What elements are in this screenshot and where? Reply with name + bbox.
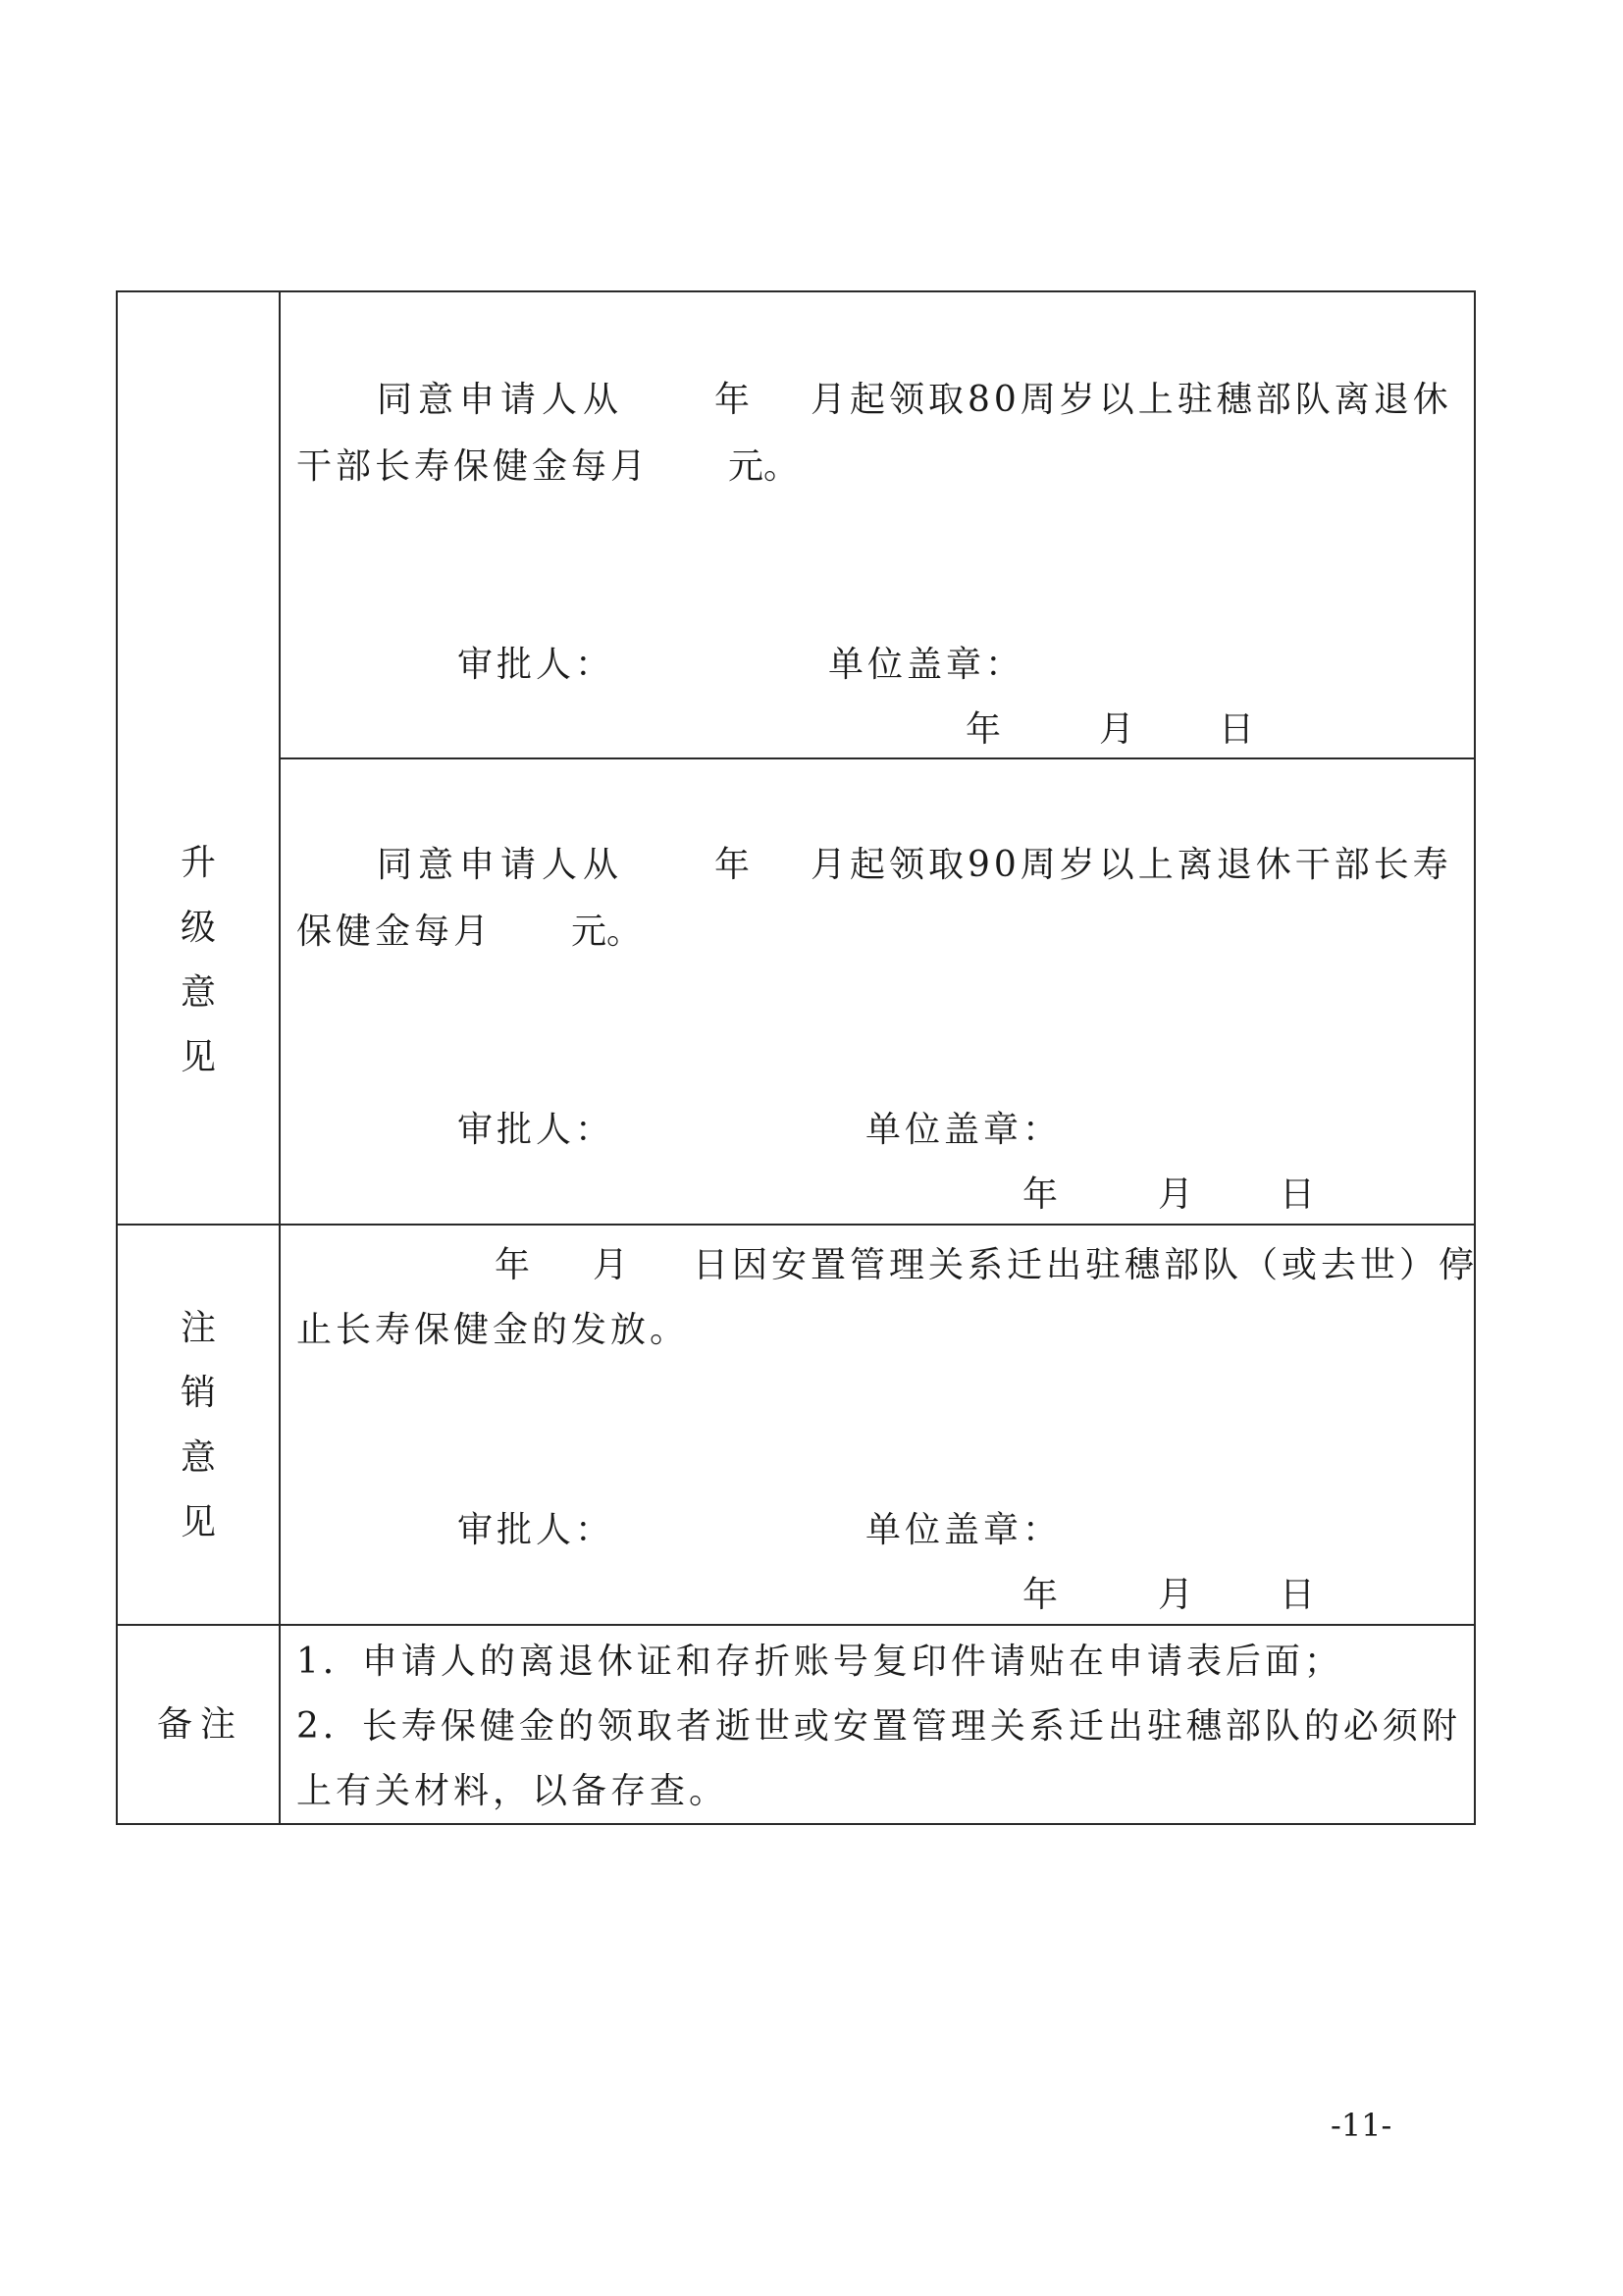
table-border-bottom xyxy=(116,1823,1476,1825)
cancel-label-char-1: 注 xyxy=(181,1308,217,1348)
cancel-label-char-2: 销 xyxy=(181,1373,217,1413)
block90-line2-unit: 元。 xyxy=(571,912,643,952)
block80-line1-c: 月起领取80周岁以上驻穗部队离退休 xyxy=(811,380,1452,420)
cancel-label-char-3: 意 xyxy=(181,1437,217,1478)
cancel-line1-year: 年 xyxy=(495,1245,531,1285)
block90-date-year: 年 xyxy=(1022,1174,1059,1215)
block90-line1-c: 月起领取90周岁以上离退休干部长寿 xyxy=(811,845,1452,885)
page-number: -11- xyxy=(1331,2107,1392,2144)
remarks-note-2-line-2: 上有关材料，以备存查。 xyxy=(296,1771,729,1811)
block80-line1-year: 年 xyxy=(714,380,751,420)
block80-approver-label: 审批人： xyxy=(457,645,615,685)
table-border-right xyxy=(1474,290,1476,1825)
cancel-seal-label: 单位盖章： xyxy=(865,1510,1063,1550)
upgrade-opinion-label xyxy=(181,843,217,1105)
block90-seal-label: 单位盖章： xyxy=(865,1110,1063,1150)
table-border-top xyxy=(116,290,1476,292)
row-divider-upgrade-inner xyxy=(279,757,1476,759)
remarks-note-2-line-1: 2．长寿保健金的领取者逝世或安置管理关系迁出驻穗部队的必须附 xyxy=(296,1706,1461,1747)
row-divider-cancel-remarks xyxy=(116,1624,1476,1626)
cancel-approver-label: 审批人： xyxy=(457,1510,615,1550)
block80-date-day: 日 xyxy=(1219,709,1255,750)
remarks-note-1: 1．申请人的离退休证和存折账号复印件请贴在申请表后面； xyxy=(296,1642,1343,1682)
cancel-line1-month: 月 xyxy=(593,1245,629,1285)
row-divider-upgrade-cancel xyxy=(116,1224,1476,1226)
block90-line2: 保健金每月 xyxy=(296,912,494,952)
block80-date-month: 月 xyxy=(1099,709,1135,750)
block90-line1-a: 同意申请人从 xyxy=(377,845,625,885)
cancel-line1-c: 日因安置管理关系迁出驻穗部队（或去世）停 xyxy=(693,1245,1479,1285)
block80-seal-label: 单位盖章： xyxy=(828,645,1025,685)
block80-line1-a: 同意申请人从 xyxy=(377,380,625,420)
upgrade-label-char-4: 见 xyxy=(181,1037,217,1077)
cancel-date-month: 月 xyxy=(1158,1575,1194,1615)
block80-line2-unit: 元。 xyxy=(728,446,800,487)
table-border-left xyxy=(116,290,118,1825)
remarks-label: 备注 xyxy=(157,1704,244,1745)
block90-date-day: 日 xyxy=(1280,1174,1316,1215)
cancel-date-year: 年 xyxy=(1022,1575,1059,1615)
cancel-date-day: 日 xyxy=(1280,1575,1316,1615)
upgrade-label-char-3: 意 xyxy=(181,972,217,1013)
upgrade-label-char-1: 升 xyxy=(181,843,217,883)
block90-date-month: 月 xyxy=(1158,1174,1194,1215)
block90-line1-year: 年 xyxy=(714,845,751,885)
cancel-label-char-4: 见 xyxy=(181,1502,217,1542)
cancel-opinion-label xyxy=(181,1308,217,1570)
column-divider xyxy=(279,290,281,1825)
cancel-line2: 止长寿保健金的发放。 xyxy=(296,1310,690,1350)
upgrade-label-char-2: 级 xyxy=(181,908,217,948)
block80-line2: 干部长寿保健金每月 xyxy=(296,446,651,487)
block80-date-year: 年 xyxy=(966,709,1002,750)
block90-approver-label: 审批人： xyxy=(457,1110,615,1150)
